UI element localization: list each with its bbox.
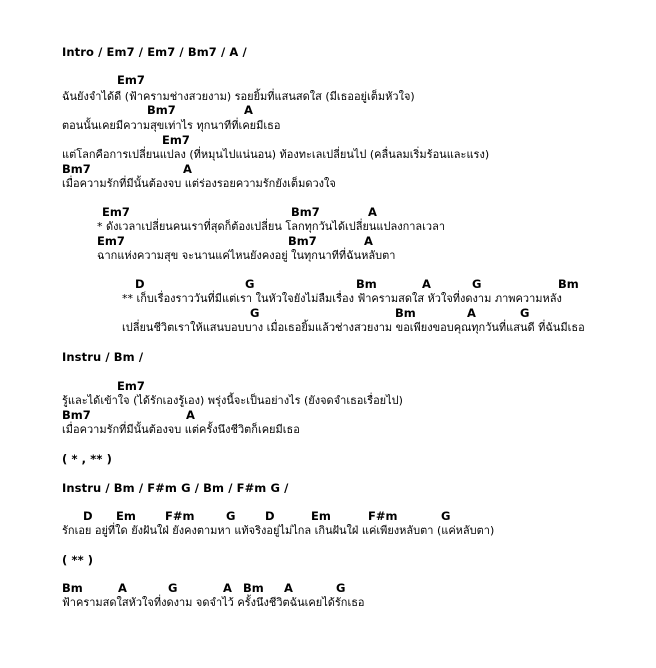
chord: F#m [368,509,398,523]
chord: D [83,509,93,523]
chord: A [223,581,232,595]
lyric-line: รู้และได้เข้าใจ (ได้รักเองรู้เอง) พรุ่งนี้จะเป็นอย่างไร (ยังจดจำเธอเรื่อยไป) [62,394,403,407]
chord: F#m [165,509,195,523]
chord: Em7 [162,133,190,147]
chord: A [284,581,293,595]
chord: Bm7 [291,205,320,219]
chord: Bm [356,277,377,291]
chord: A [183,162,192,176]
lyric-line: เมื่อความรักที่มีนั้นต้องจบ แต่ครั้งนึงชีวิตก็เคยมีเธอ [62,423,300,436]
repeat-marker: ( * , ** ) [62,452,112,466]
lyric-line: ฉากแห่งความสุข จะนานแค่ไหนยังคงอยู่ ในทุกนาทีที่ฉันหลับตา [97,249,396,262]
chord: Em [116,509,136,523]
lyric-line: ฉันยังจำได้ดี (ฟ้าครามช่างสวยงาม) รอยยิ้มที่แสนสดใส (มีเธออยู่เต็มหัวใจ) [62,90,415,103]
chord: D [265,509,275,523]
chord: G [245,277,255,291]
chord: Em7 [97,234,125,248]
chord: G [336,581,346,595]
chord: Bm7 [288,234,317,248]
chord: Bm7 [62,162,91,176]
lyric-line: เปลี่ยนชีวิตเราให้แสนบอบบาง เมื่อเธอยิ้มแล้วช่างสวยงาม ขอเพียงขอบคุณทุกวันที่แสนดี ที่ฉันมีเธอ [122,321,585,334]
lyric-line: ตอนนั้นเคยมีความสุขเท่าไร ทุกนาทีที่เคยมีเธอ [62,119,281,132]
chord: Bm [243,581,264,595]
chord: A [364,234,373,248]
chord: G [472,277,482,291]
instrumental-line: Instru / Bm / [62,350,144,364]
chord: D [135,277,145,291]
intro-line: Intro / Em7 / Em7 / Bm7 / A / [62,45,247,59]
chord: A [368,205,377,219]
chord: Bm [395,306,416,320]
chord: A [422,277,431,291]
chord: Em7 [102,205,130,219]
instrumental-line: Instru / Bm / F#m G / Bm / F#m G / [62,481,289,495]
lyric-line: * ดังเวลาเปลี่ยนคนเราที่สุดก็ต้องเปลี่ยน โลกทุกวันได้เปลี่ยนแปลงกาลเวลา [97,220,446,233]
chord: A [118,581,127,595]
chord: A [244,103,253,117]
chord: Em [311,509,331,523]
chord: G [168,581,178,595]
chord: G [441,509,451,523]
chord: Em7 [117,73,145,87]
chord: A [467,306,476,320]
lyric-line: แต่โลกคือการเปลี่ยนแปลง (ที่หมุนไปแน่นอน) ท้องทะเลเปลี่ยนไป (คลื่นลมเริ่มร้อนและแรง) [62,148,490,161]
chord: G [520,306,530,320]
chord: Bm7 [62,408,91,422]
chord: G [226,509,236,523]
chord: G [250,306,260,320]
lyric-line: ฟ้าครามสดใสหัวใจที่งดงาม จดจำไว้ ครั้งนึงชีวิตฉันเคยได้รักเธอ [62,596,365,609]
chord: Bm7 [147,103,176,117]
lyric-line: รักเอย อยู่ที่ใด ยังฝันใฝ่ ยังคงตามหา แท้จริงอยู่ไม่ไกล เกินฝันใฝ่ แค่เพียงหลับตา (แค่หลับตา) [62,524,495,537]
repeat-marker: ( ** ) [62,553,94,567]
lyric-line: ** เก็บเรื่องราววันที่มีแต่เรา ในหัวใจยังไม่ลืมเรื่อง ฟ้าครามสดใส หัวใจที่งดงาม ภาพความหลัง [122,292,562,305]
lyric-line: เมื่อความรักที่มีนั้นต้องจบ แต่ร่องรอยความรักยังเต็มดวงใจ [62,177,336,190]
chord: Bm [558,277,579,291]
chord: A [186,408,195,422]
chord: Bm [62,581,83,595]
chord: Em7 [117,379,145,393]
